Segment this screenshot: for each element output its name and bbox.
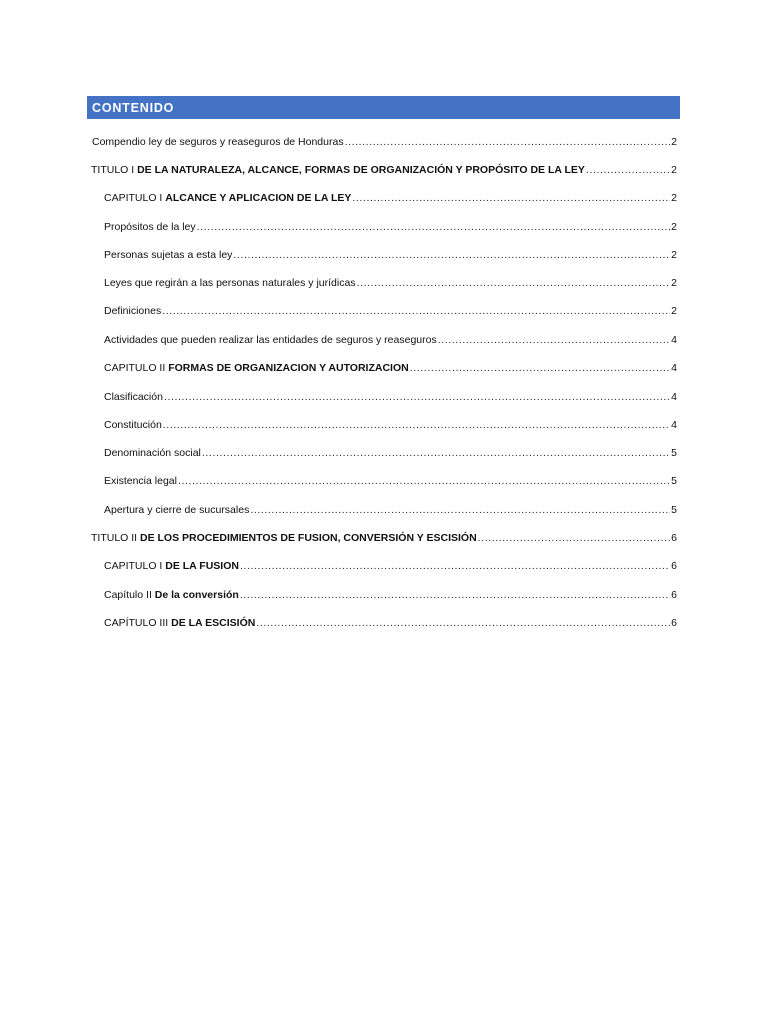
toc-entry-title: Constitución — [104, 419, 162, 431]
toc-entry-title: CAPITULO I DE LA FUSION — [104, 560, 239, 572]
toc-dot-leader — [357, 276, 671, 290]
toc-entry-title: TITULO II DE LOS PROCEDIMIENTOS DE FUSION, CONVERSIÓN Y ESCISIÓN — [91, 532, 477, 544]
toc-dot-leader — [163, 418, 670, 432]
toc-page-number: 5 — [671, 447, 677, 459]
toc-dot-leader — [240, 559, 670, 573]
toc-dot-leader — [438, 333, 670, 347]
toc-entry-title: Leyes que regirán a las personas naturales y jurídicas — [104, 277, 356, 289]
toc-dot-leader — [197, 220, 671, 234]
toc-entry-capitulo-iii-escision[interactable] — [104, 614, 677, 630]
toc-entry-actividades[interactable] — [104, 331, 677, 347]
toc-entry-personas-sujetas[interactable] — [104, 246, 677, 262]
toc-entry-title: Definiciones — [104, 305, 162, 317]
toc-heading: CONTENIDO — [92, 100, 175, 115]
toc-dot-leader — [410, 361, 670, 375]
toc-page-number: 4 — [671, 362, 677, 374]
toc-entry-leyes-que-regiran[interactable] — [104, 274, 677, 290]
toc-page-number: 5 — [671, 475, 677, 487]
toc-entry-definiciones[interactable] — [104, 302, 677, 318]
toc-entry-denominacion-social[interactable] — [104, 444, 677, 460]
toc-dot-leader — [250, 503, 670, 517]
toc-dot-leader — [233, 248, 670, 262]
toc-page-number: 2 — [671, 164, 677, 176]
toc-entry-compendio[interactable] — [92, 133, 677, 149]
toc-entry-clasificacion[interactable] — [104, 388, 677, 404]
toc-entry-propositos[interactable] — [104, 218, 677, 234]
toc-dot-leader — [352, 191, 670, 205]
toc-entry-title: CAPITULO II FORMAS DE ORGANIZACION Y AUTORIZACION — [104, 362, 409, 374]
toc-page-number: 2 — [671, 277, 677, 289]
toc-heading-bar — [87, 96, 680, 119]
toc-page-number: 6 — [671, 589, 677, 601]
toc-page-number: 2 — [671, 249, 677, 261]
toc-page-number: 6 — [671, 560, 677, 572]
toc-page-number: 2 — [671, 305, 677, 317]
toc-entry-capitulo-i-fusion[interactable] — [104, 557, 677, 573]
toc-dot-leader — [478, 531, 670, 545]
toc-entry-title: Capítulo II De la conversión — [104, 589, 239, 601]
toc-entry-apertura-cierre[interactable] — [104, 501, 677, 517]
toc-page-number: 4 — [671, 334, 677, 346]
toc-entry-capitulo-ii-conversion[interactable] — [104, 586, 677, 602]
toc-entry-title: CAPÍTULO III DE LA ESCISIÓN — [104, 617, 256, 629]
toc-entry-title: Existencia legal — [104, 475, 177, 487]
toc-page-number: 5 — [671, 504, 677, 516]
toc-entry-title: CAPITULO I ALCANCE Y APLICACION DE LA LEY — [104, 192, 352, 204]
toc-dot-leader — [345, 135, 671, 149]
toc-entry-title: Actividades que pueden realizar las entidades de seguros y reaseguros — [104, 334, 437, 346]
toc-dot-leader — [586, 163, 670, 177]
toc-entry-title: Propósitos de la ley — [104, 221, 196, 233]
toc-page-number: 6 — [671, 617, 677, 629]
toc-page-number: 4 — [671, 419, 677, 431]
toc-entry-title: Apertura y cierre de sucursales — [104, 504, 250, 516]
toc-entry-existencia-legal[interactable] — [104, 472, 677, 488]
toc-dot-leader — [162, 304, 670, 318]
toc-entry-title: Compendio ley de seguros y reaseguros de Honduras — [92, 136, 344, 148]
toc-entry-titulo-i[interactable] — [91, 161, 677, 177]
toc-entry-title: TITULO I DE LA NATURALEZA, ALCANCE, FORMAS DE ORGANIZACIÓN Y PROPÓSITO DE LA LEY — [91, 164, 585, 176]
toc-dot-leader — [164, 390, 670, 404]
toc-entry-titulo-ii[interactable] — [91, 529, 677, 545]
toc-entry-capitulo-ii[interactable] — [104, 359, 677, 375]
toc-entry-title: Clasificación — [104, 391, 163, 403]
toc-entry-title: Denominación social — [104, 447, 201, 459]
toc-page-number: 6 — [671, 532, 677, 544]
toc-dot-leader — [256, 616, 670, 630]
toc-page-number: 2 — [671, 221, 677, 233]
toc-dot-leader — [178, 474, 670, 488]
toc-page-number: 4 — [671, 391, 677, 403]
toc-entry-title: Personas sujetas a esta ley — [104, 249, 233, 261]
toc-dot-leader — [202, 446, 670, 460]
toc-entry-constitucion[interactable] — [104, 416, 677, 432]
toc-dot-leader — [240, 588, 670, 602]
toc-entry-capitulo-i[interactable] — [104, 189, 677, 205]
toc-page-number: 2 — [671, 136, 677, 148]
toc-page-number: 2 — [671, 192, 677, 204]
